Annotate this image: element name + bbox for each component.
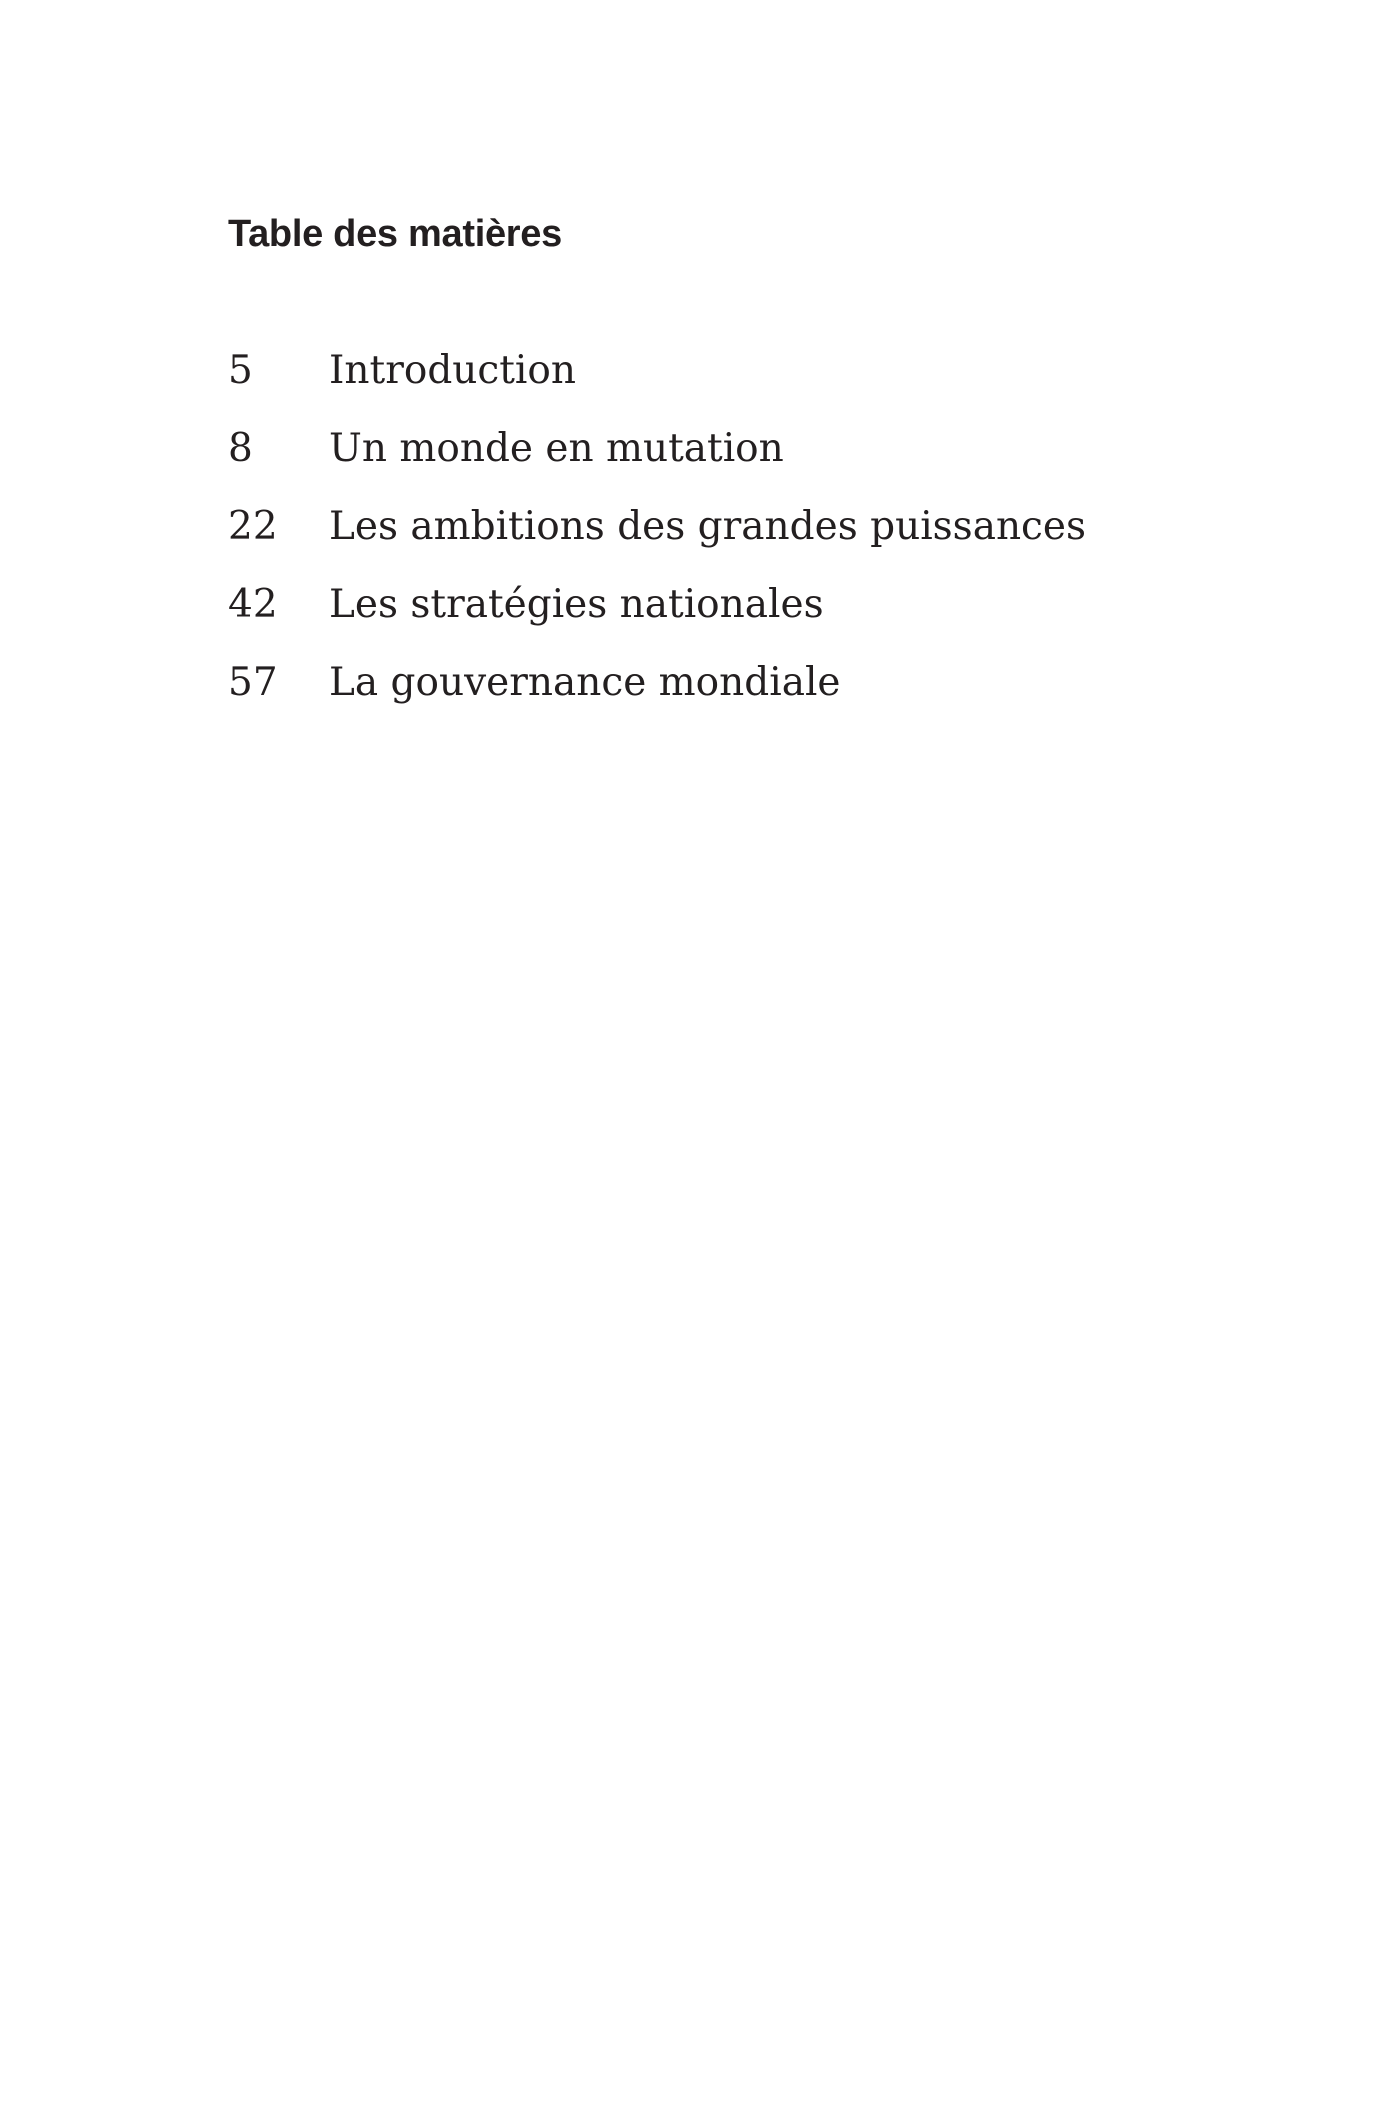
- toc-page-number: 5: [228, 348, 253, 393]
- toc-page-number: 22: [228, 504, 278, 549]
- toc-entry: [228, 345, 1086, 423]
- toc-entry: [228, 657, 1086, 735]
- toc-list: [228, 345, 1086, 735]
- toc-heading: Table des matières: [228, 213, 562, 255]
- toc-chapter-title: Les stratégies nationales: [329, 582, 824, 627]
- toc-chapter-title: Un monde en mutation: [329, 426, 784, 471]
- toc-entry: [228, 423, 1086, 501]
- toc-page-number: 8: [228, 426, 253, 471]
- toc-page-number: 42: [228, 582, 278, 627]
- toc-entry: [228, 579, 1086, 657]
- toc-chapter-title: La gouvernance mondiale: [329, 660, 841, 705]
- toc-entry: [228, 501, 1086, 579]
- toc-page-number: 57: [228, 660, 278, 705]
- toc-chapter-title: Les ambitions des grandes puissances: [329, 504, 1086, 549]
- toc-chapter-title: Introduction: [329, 348, 576, 393]
